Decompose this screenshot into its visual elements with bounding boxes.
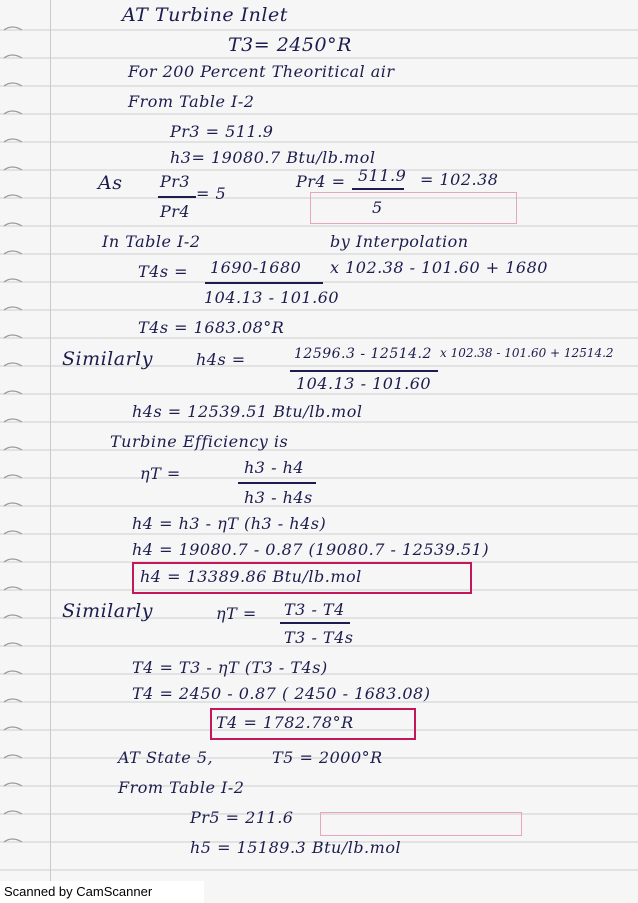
h4s-interp-factor: x 102.38 - 101.60 + 12514.2 (440, 346, 614, 360)
t4s-value: T4s = 1683.08°R (138, 318, 285, 337)
h4s-label: h4s = (196, 350, 246, 369)
eta-label-2: ηT = (216, 604, 257, 623)
fraction-bar (290, 370, 438, 372)
faint-pink-mark (320, 812, 522, 836)
pr3-fraction-top: Pr3 (160, 172, 191, 191)
h4-substitution: h4 = 19080.7 - 0.87 (19080.7 - 12539.51) (132, 540, 490, 559)
pr4-result: = 102.38 (420, 170, 499, 189)
eta-numerator: h3 - h4 (244, 458, 305, 477)
theoretical-air-line: For 200 Percent Theoritical air (128, 62, 395, 81)
similarly-label-2: Similarly (62, 600, 153, 622)
t5-value: T5 = 2000°R (272, 748, 383, 767)
pr4-fraction-bottom: Pr4 (160, 202, 191, 221)
in-table-line: In Table I-2 (102, 232, 201, 251)
pr5-value: Pr5 = 211.6 (190, 808, 294, 827)
pr4-numerator: 511.9 (358, 166, 407, 185)
state5-label: AT State 5, (118, 748, 214, 767)
fraction-bar (205, 282, 323, 284)
h4s-value: h4s = 12539.51 Btu/lb.mol (132, 402, 363, 421)
h4s-numerator: 12596.3 - 12514.2 (294, 346, 432, 362)
scanner-watermark: Scanned by CamScanner (0, 881, 204, 903)
t4s-interp-factor: x 102.38 - 101.60 + 1680 (330, 258, 548, 277)
h4-formula: h4 = h3 - ηT (h3 - h4s) (132, 514, 327, 533)
margin-line (50, 0, 51, 903)
t4-substitution: T4 = 2450 - 0.87 ( 2450 - 1683.08) (132, 684, 431, 703)
pr4-denominator: 5 (372, 198, 383, 217)
t4s-label: T4s = (138, 262, 189, 281)
h4s-denominator: 104.13 - 101.60 (296, 374, 432, 393)
pr4-label: Pr4 = (296, 172, 346, 191)
faint-pink-mark (310, 192, 517, 224)
from-table-line-2: From Table I-2 (118, 778, 245, 797)
as-label: As (98, 172, 123, 194)
eta2-denominator: T3 - T4s (284, 628, 354, 647)
pr3-value: Pr3 = 511.9 (170, 122, 274, 141)
t4-result: T4 = 1782.78°R (216, 713, 354, 732)
fraction-bar (280, 622, 350, 624)
turbine-efficiency-line: Turbine Efficiency is (110, 432, 289, 451)
similarly-label: Similarly (62, 348, 153, 370)
fraction-bar (158, 196, 196, 198)
fraction-bar (238, 482, 316, 484)
h4-result: h4 = 13389.86 Btu/lb.mol (140, 567, 362, 586)
t3-value: T3= 2450°R (228, 34, 352, 56)
ratio-equals-five: = 5 (196, 184, 227, 203)
from-table-line: From Table I-2 (128, 92, 255, 111)
h3-value: h3= 19080.7 Btu/lb.mol (170, 148, 376, 167)
t4s-numerator: 1690-1680 (210, 258, 302, 277)
t4s-denominator: 104.13 - 101.60 (204, 288, 340, 307)
fraction-bar (352, 188, 404, 190)
t4-formula: T4 = T3 - ηT (T3 - T4s) (132, 658, 328, 677)
eta-denominator: h3 - h4s (244, 488, 313, 507)
eta-label: ηT = (140, 464, 181, 483)
eta2-numerator: T3 - T4 (284, 600, 345, 619)
heading-turbine-inlet: AT Turbine Inlet (122, 4, 288, 26)
h5-value: h5 = 15189.3 Btu/lb.mol (190, 838, 402, 857)
interpolation-label: by Interpolation (330, 232, 469, 251)
